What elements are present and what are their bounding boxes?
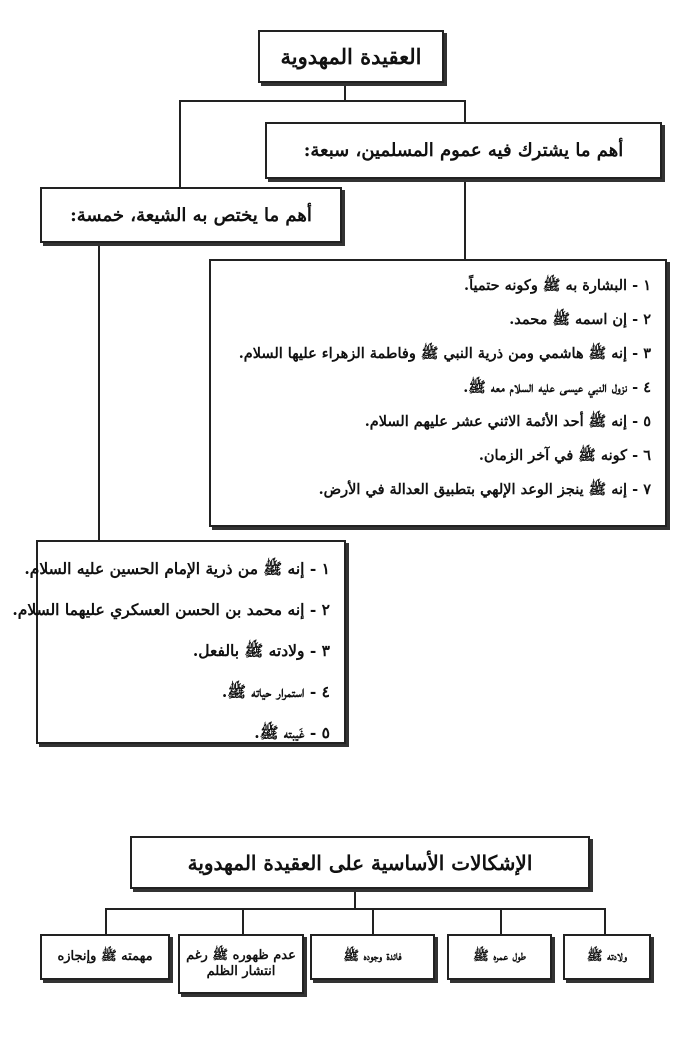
connector-leaf-1	[604, 908, 606, 935]
shia-header-box	[40, 187, 342, 243]
shia-header-title: أهم ما يختص به الشيعة، خمسة:	[70, 204, 312, 226]
list-item: ٧ - إنه ﷺ ينجز الوعد الإلهي بتطبيق العدالة في الأرض.	[318, 481, 651, 498]
list-item: ٢ - إن اسمه ﷺ محمد.	[509, 311, 651, 328]
list-item: ٤ - نزول النبي عيسى عليه السلام معه ﷺ.	[463, 379, 651, 396]
connector-leaf-5	[105, 908, 107, 935]
root-title: العقيدة المهدوية	[280, 44, 422, 69]
connector-root2-hbar	[105, 908, 606, 910]
leaf-label: عدم ظهوره ﷺ رغم انتشار الظلم	[186, 948, 296, 979]
root2-title: الإشكالات الأساسية على العقيدة المهدوية	[187, 850, 533, 875]
root-box-mahdawi-doctrine	[258, 30, 444, 83]
connector-to-shia	[179, 100, 181, 188]
leaf-label: مهمته ﷺ وإنجازه	[57, 949, 153, 964]
leaf-label: ولادته ﷺ	[586, 949, 628, 964]
common-items-list	[209, 259, 667, 527]
leaf-box-longevity	[447, 934, 552, 980]
connector-to-common	[464, 100, 466, 122]
list-item: ٥ - إنه ﷺ أحد الأئمة الاثني عشر عليهم السلام.	[364, 413, 651, 430]
connector-leaf-2	[500, 908, 502, 935]
list-item: ٣ - إنه ﷺ هاشمي ومن ذرية النبي ﷺ وفاطمة الزهراء عليها السلام.	[238, 345, 651, 362]
list-item: ٣ - ولادته ﷺ بالفعل.	[192, 641, 330, 660]
leaf-label: طول عمره ﷺ	[473, 949, 526, 964]
common-header-title: أهم ما يشترك فيه عموم المسلمين، سبعة:	[303, 140, 624, 161]
leaf-box-non-appearance	[178, 934, 304, 994]
list-item: ٢ - إنه محمد بن الحسن العسكري عليهما السلام.	[12, 600, 330, 619]
connector-root-hbar	[179, 100, 465, 102]
leaf-box-benefit	[310, 934, 435, 980]
list-item: ٥ - غَيبته ﷺ.	[254, 723, 330, 742]
leaf-label: فائدة وجوده ﷺ	[343, 949, 402, 964]
list-item: ٤ - استمرار حياته ﷺ.	[221, 682, 330, 701]
shia-items-list	[12, 540, 346, 744]
leaf-box-mission	[40, 934, 170, 980]
list-item: ١ - إنه ﷺ من ذرية الإمام الحسين عليه السلام.	[24, 559, 330, 578]
connector-leaf-3	[372, 908, 374, 935]
list-item: ١ - البشارة به ﷺ وكونه حتمياً.	[464, 277, 651, 294]
leaf-box-birth	[563, 934, 651, 980]
list-item: ٦ - كونه ﷺ في آخر الزمان.	[478, 447, 651, 464]
connector-common-list	[464, 178, 466, 261]
root-box-objections	[130, 836, 590, 889]
connector-shia-list	[98, 242, 100, 541]
connector-root2-down	[354, 888, 356, 909]
connector-leaf-4	[242, 908, 244, 935]
connector-root-down	[344, 82, 346, 101]
common-header-box	[265, 122, 662, 179]
